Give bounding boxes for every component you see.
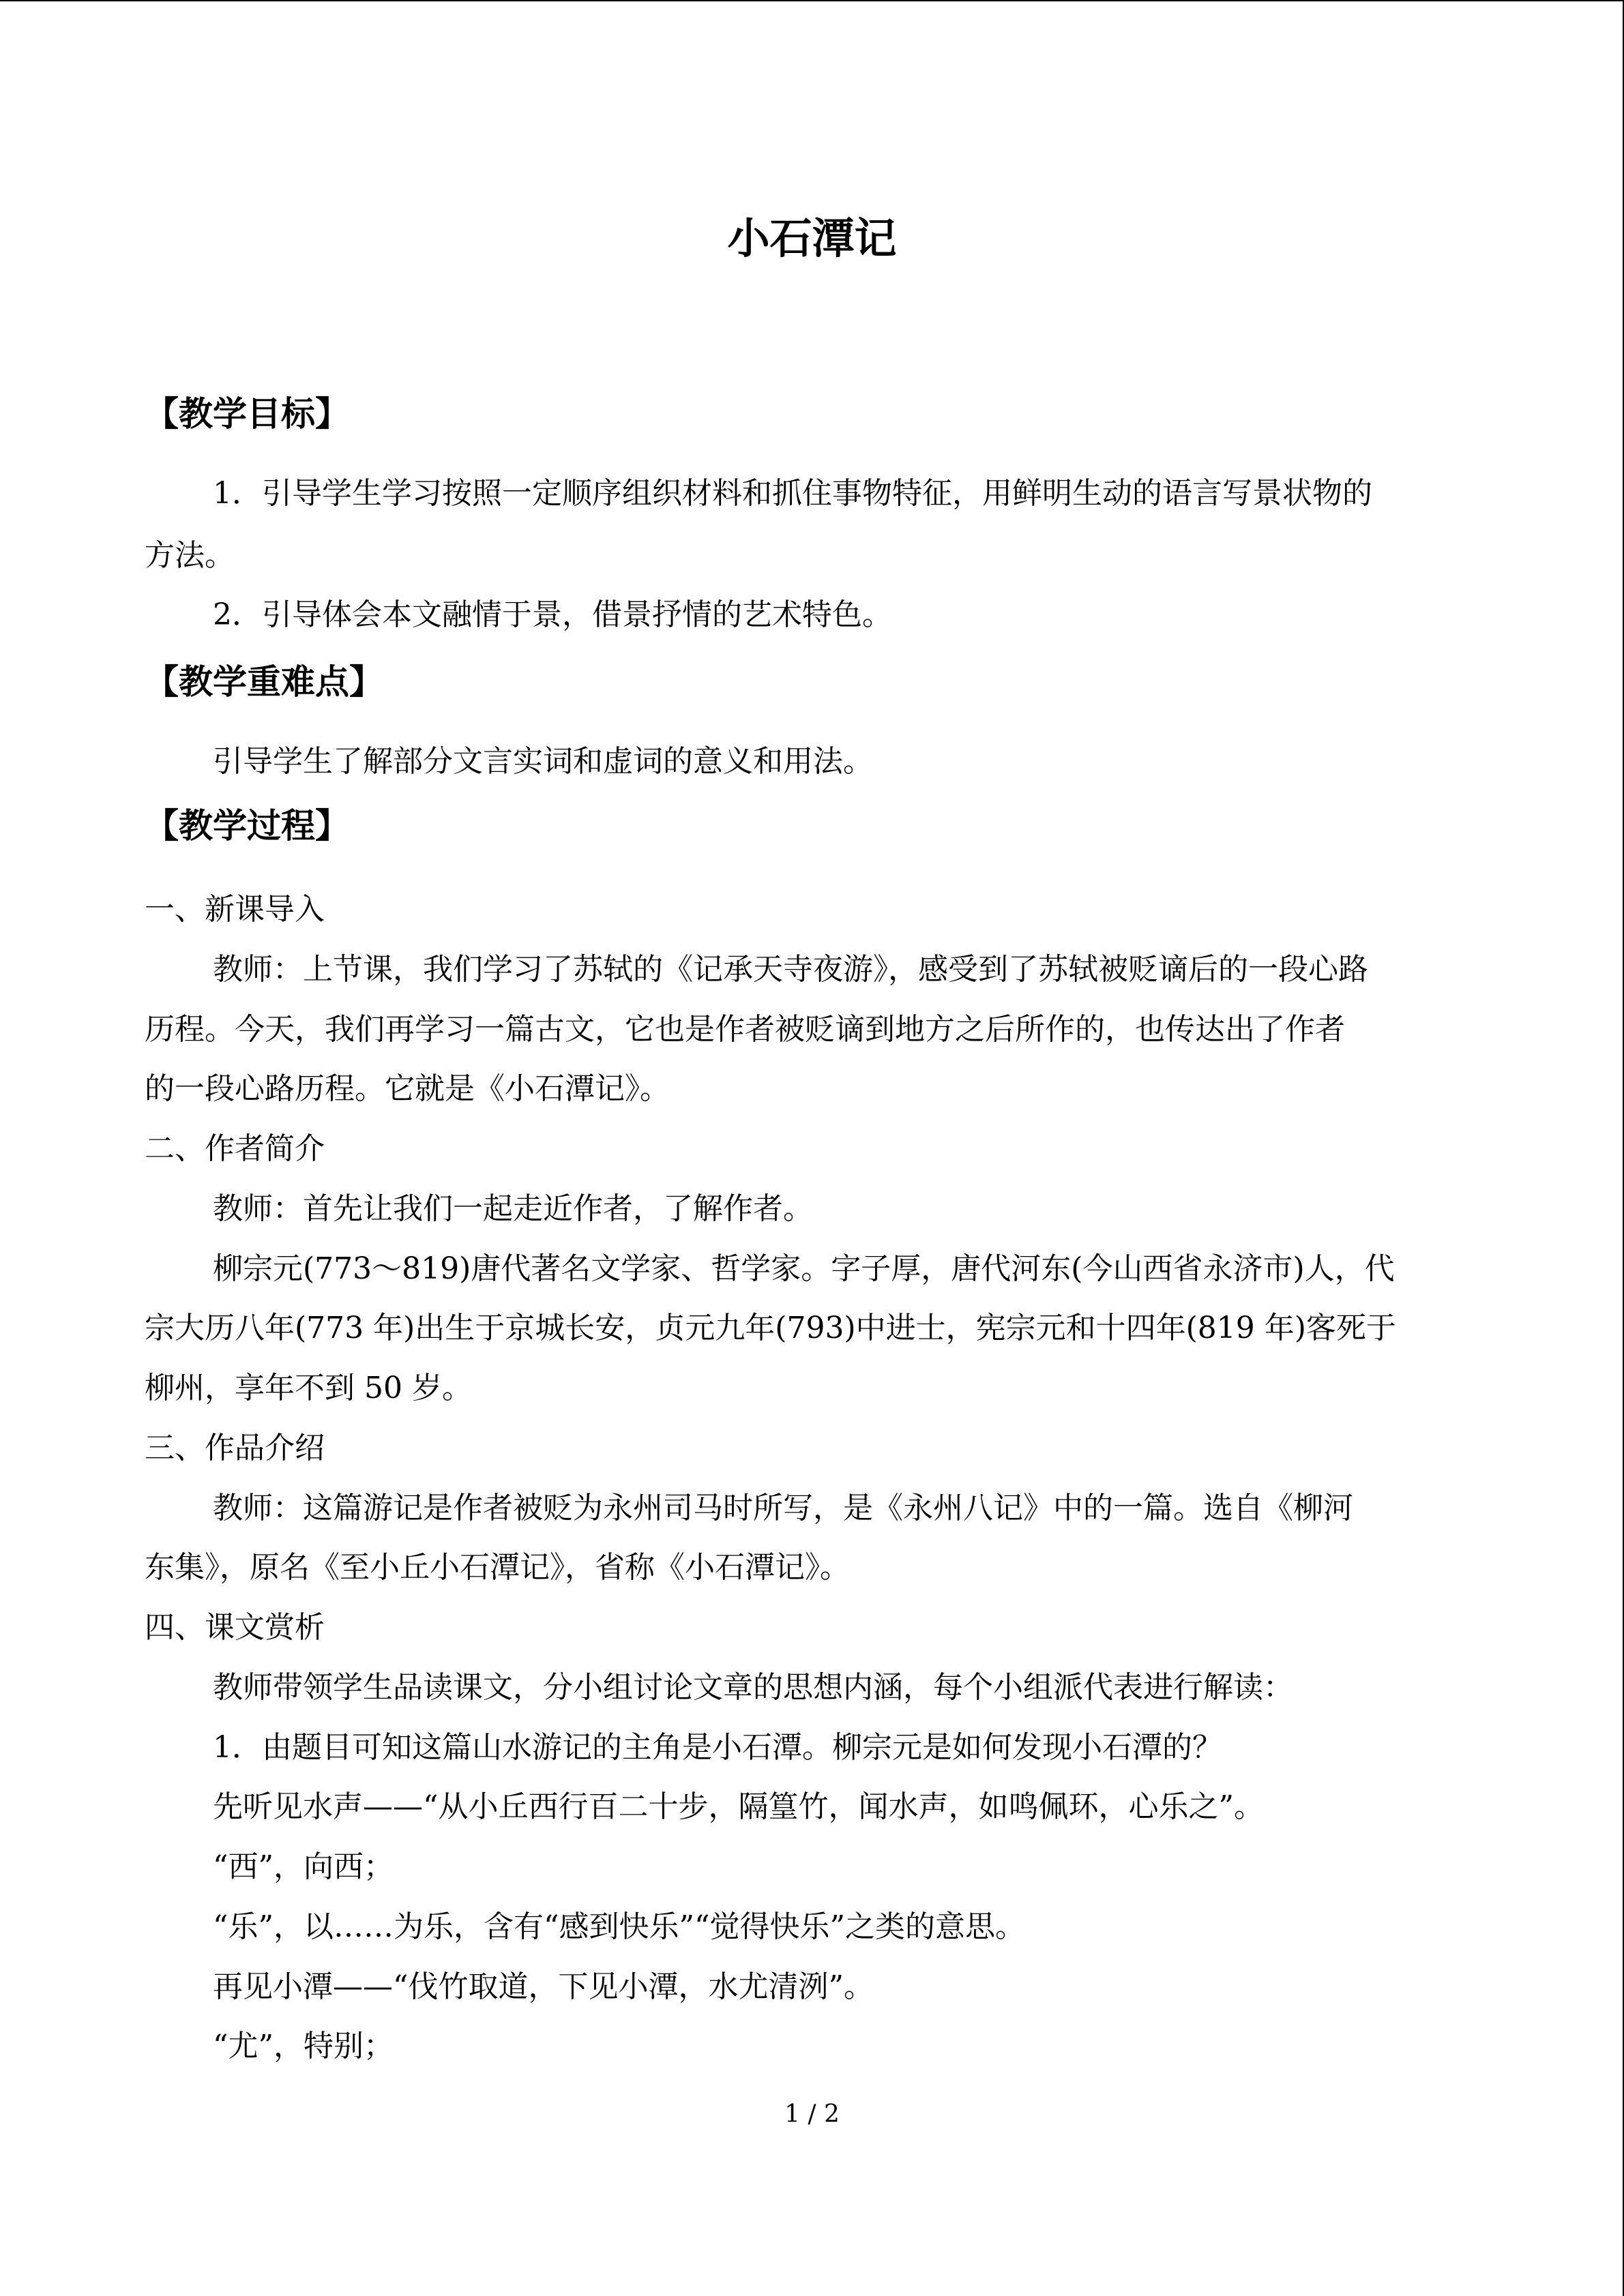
text-line: 一、新课导入 — [145, 892, 325, 927]
text-line: 历程。今天，我们再学习一篇古文，它也是作者被贬谪到地方之后所作的，也传达出了作者 — [145, 1012, 1345, 1047]
text-line: 方法。 — [145, 538, 235, 573]
process-heading: 【教学过程】 — [145, 806, 349, 846]
text-line: 柳宗元(773～819)唐代著名文学家、哲学家。字子厚，唐代河东(今山西省永济市)人，代 — [213, 1251, 1395, 1286]
text-line: 三、作品介绍 — [145, 1431, 325, 1465]
text-line: 1．引导学生学习按照一定顺序组织材料和抓住事物特征，用鲜明生动的语言写景状物的 — [213, 476, 1372, 511]
text-line: 宗大历八年(773 年)出生于京城长安，贞元九年(793)中进士，宪宗元和十四年(819 年)客死于 — [145, 1311, 1396, 1345]
text-line: 的一段心路历程。它就是《小石潭记》。 — [145, 1071, 670, 1106]
text-line: 教师：首先让我们一起走近作者，了解作者。 — [213, 1191, 813, 1226]
text-line: 教师：上节课，我们学习了苏轼的《记承天寺夜游》，感受到了苏轼被贬谪后的一段心路 — [213, 952, 1368, 987]
text-line: 二、作者简介 — [145, 1131, 325, 1166]
text-line: “西”，向西； — [213, 1849, 394, 1884]
key-points-heading: 【教学重难点】 — [145, 662, 383, 702]
text-line: 再见小潭——“伐竹取道，下见小潭，水尤清洌”。 — [213, 1969, 874, 2004]
text-line: 四、课文赏析 — [145, 1610, 325, 1645]
text-line: “尤”，特别； — [213, 2029, 394, 2063]
objectives-heading: 【教学目标】 — [145, 394, 349, 434]
page-number: 1 / 2 — [784, 2100, 840, 2128]
text-line: 先听见水声——“从小丘西行百二十步，隔篁竹，闻水声，如鸣佩环，心乐之”。 — [213, 1789, 1264, 1824]
text-line: 引导学生了解部分文言实词和虚词的意义和用法。 — [213, 744, 873, 779]
text-line: 2．引导体会本文融情于景，借景抒情的艺术特色。 — [213, 597, 892, 632]
text-line: 1．由题目可知这篇山水游记的主角是小石潭。柳宗元是如何发现小石潭的？ — [213, 1730, 1222, 1765]
text-line: “乐”，以……为乐，含有“感到快乐”“觉得快乐”之类的意思。 — [213, 1909, 1025, 1944]
text-line: 教师带领学生品读课文，分小组讨论文章的思想内涵，每个小组派代表进行解读： — [213, 1670, 1293, 1705]
text-line: 柳州，享年不到 50 岁。 — [145, 1371, 472, 1405]
text-line: 教师：这篇游记是作者被贬为永州司马时所写，是《永州八记》中的一篇。选自《柳河 — [213, 1491, 1353, 1525]
page-title: 小石潭记 — [727, 213, 897, 263]
text-line: 东集》，原名《至小丘小石潭记》，省称《小石潭记》。 — [145, 1550, 850, 1585]
